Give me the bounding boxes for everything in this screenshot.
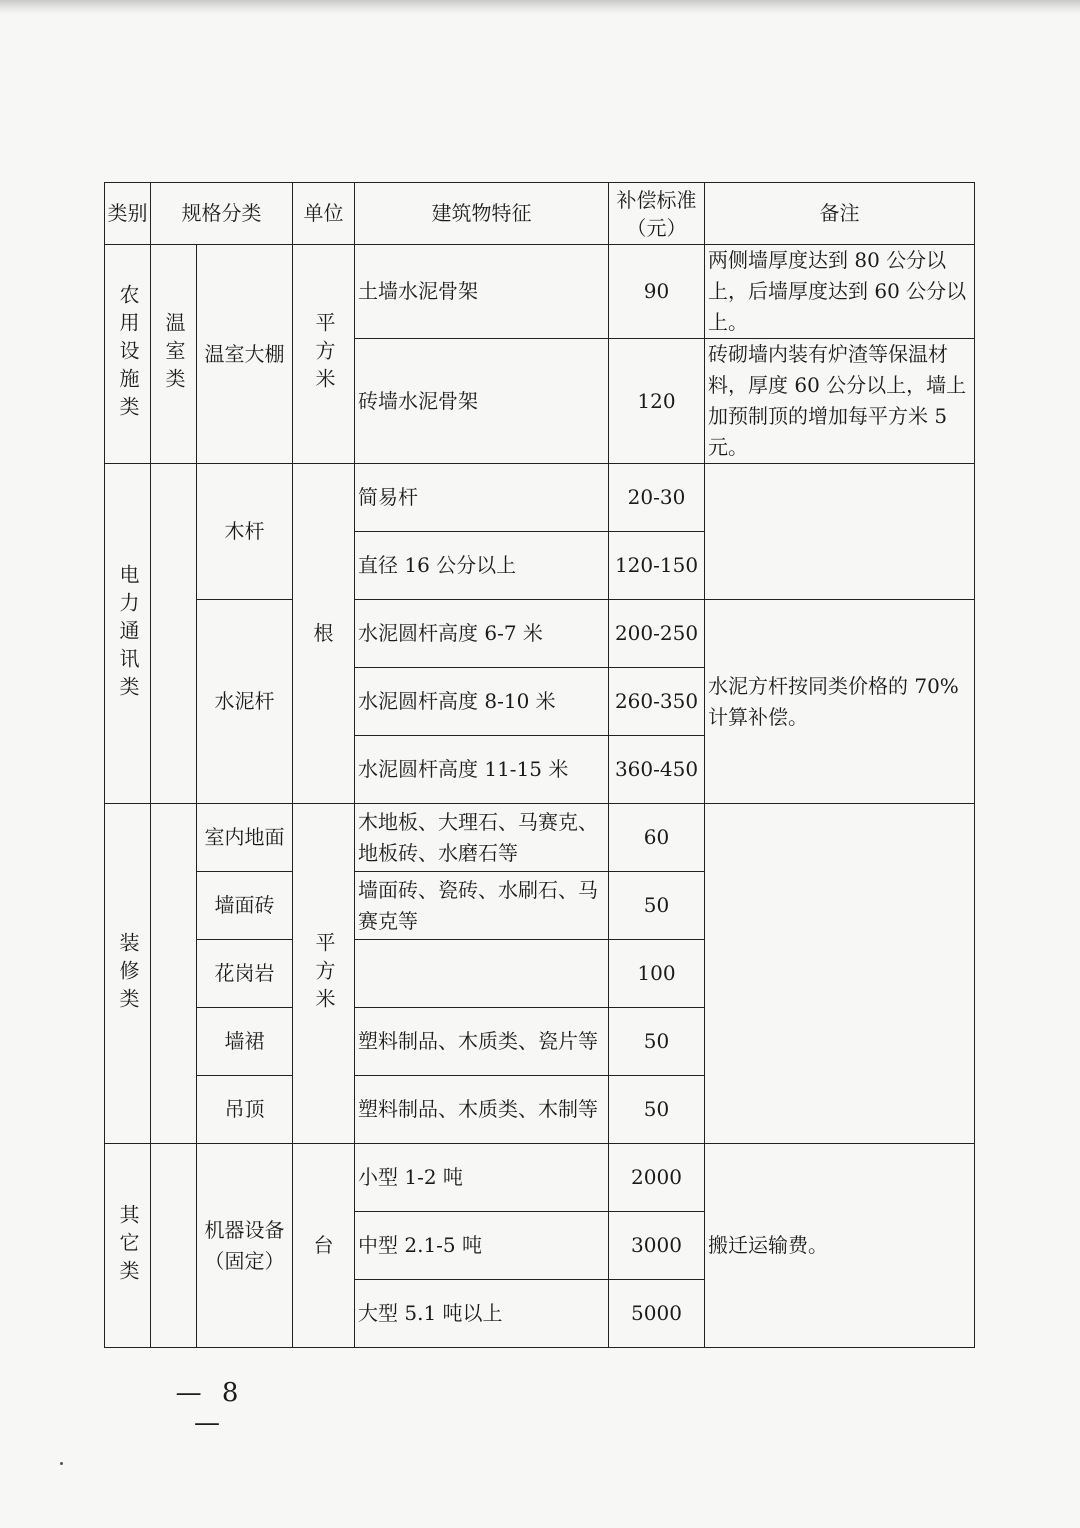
feature-cell: 简易杆 [355, 464, 609, 532]
spec-cell: 吊顶 [197, 1076, 293, 1144]
price-cell: 50 [609, 872, 705, 940]
header-row [105, 183, 975, 245]
remark-cell: 搬迁运输费。 [705, 1144, 975, 1348]
scan-edge [0, 0, 1080, 14]
price-cell: 100 [609, 940, 705, 1008]
page-number: — 8 — [175, 1378, 245, 1438]
price-cell: 50 [609, 1008, 705, 1076]
table-row [105, 245, 975, 339]
unit-decor: 平方米 [293, 804, 355, 1144]
spec-cell: 墙裙 [197, 1008, 293, 1076]
feature-cell: 小型 1-2 吨 [355, 1144, 609, 1212]
table-row [105, 600, 975, 668]
spec-cement-pole: 水泥杆 [197, 600, 293, 804]
price-cell: 5000 [609, 1280, 705, 1348]
feature-cell: 水泥圆杆高度 8-10 米 [355, 668, 609, 736]
spec-wood-pole: 木杆 [197, 464, 293, 600]
feature-cell: 塑料制品、木质类、瓷片等 [355, 1008, 609, 1076]
empty-subcategory [151, 804, 197, 1144]
category-other: 其它类 [105, 1144, 151, 1348]
header-unit: 单位 [293, 183, 355, 245]
price-cell: 360-450 [609, 736, 705, 804]
header-spec: 规格分类 [151, 183, 293, 245]
header-remark: 备注 [705, 183, 975, 245]
feature-cell: 墙面砖、瓷砖、水刷石、马赛克等 [355, 872, 609, 940]
remark-cell [705, 804, 975, 1144]
remark-cell [705, 464, 975, 600]
feature-cell: 水泥圆杆高度 11-15 米 [355, 736, 609, 804]
price-cell: 120-150 [609, 532, 705, 600]
spec-cell: 墙面砖 [197, 872, 293, 940]
compensation-table [104, 182, 975, 1348]
feature-cell: 水泥圆杆高度 6-7 米 [355, 600, 609, 668]
spec-cell: 花岗岩 [197, 940, 293, 1008]
price-cell: 50 [609, 1076, 705, 1144]
feature-cell: 直径 16 公分以上 [355, 532, 609, 600]
price-cell: 90 [609, 245, 705, 339]
feature-cell: 木地板、大理石、马赛克、地板砖、水磨石等 [355, 804, 609, 872]
table-row [105, 464, 975, 532]
price-cell: 120 [609, 339, 705, 464]
feature-cell: 土墙水泥骨架 [355, 245, 609, 339]
subcategory-greenhouse: 温室类 [151, 245, 197, 464]
table-row [105, 804, 975, 872]
table-row [105, 1144, 975, 1212]
header-category: 类别 [105, 183, 151, 245]
scan-dot [60, 1462, 63, 1465]
price-cell: 60 [609, 804, 705, 872]
feature-cell: 砖墙水泥骨架 [355, 339, 609, 464]
feature-cell: 塑料制品、木质类、木制等 [355, 1076, 609, 1144]
feature-cell [355, 940, 609, 1008]
price-cell: 20-30 [609, 464, 705, 532]
spec-machine: 机器设备（固定） [197, 1144, 293, 1348]
price-cell: 260-350 [609, 668, 705, 736]
header-standard: 补偿标准（元） [609, 183, 705, 245]
spec-greenhouse: 温室大棚 [197, 245, 293, 464]
feature-cell: 中型 2.1-5 吨 [355, 1212, 609, 1280]
unit-other: 台 [293, 1144, 355, 1348]
remark-cell: 水泥方杆按同类价格的 70%计算补偿。 [705, 600, 975, 804]
unit-agri: 平方米 [293, 245, 355, 464]
price-cell: 2000 [609, 1144, 705, 1212]
remark-cell: 砖砌墙内装有炉渣等保温材料，厚度 60 公分以上，墙上加预制顶的增加每平方米 5 元。 [705, 339, 975, 464]
remark-cell: 两侧墙厚度达到 80 公分以上，后墙厚度达到 60 公分以上。 [705, 245, 975, 339]
spec-cell: 室内地面 [197, 804, 293, 872]
category-agri: 农用设施类 [105, 245, 151, 464]
price-cell: 3000 [609, 1212, 705, 1280]
price-cell: 200-250 [609, 600, 705, 668]
category-power: 电力通讯类 [105, 464, 151, 804]
category-decor: 装修类 [105, 804, 151, 1144]
header-feature: 建筑物特征 [355, 183, 609, 245]
unit-power: 根 [293, 464, 355, 804]
empty-subcategory [151, 464, 197, 804]
empty-subcategory [151, 1144, 197, 1348]
feature-cell: 大型 5.1 吨以上 [355, 1280, 609, 1348]
